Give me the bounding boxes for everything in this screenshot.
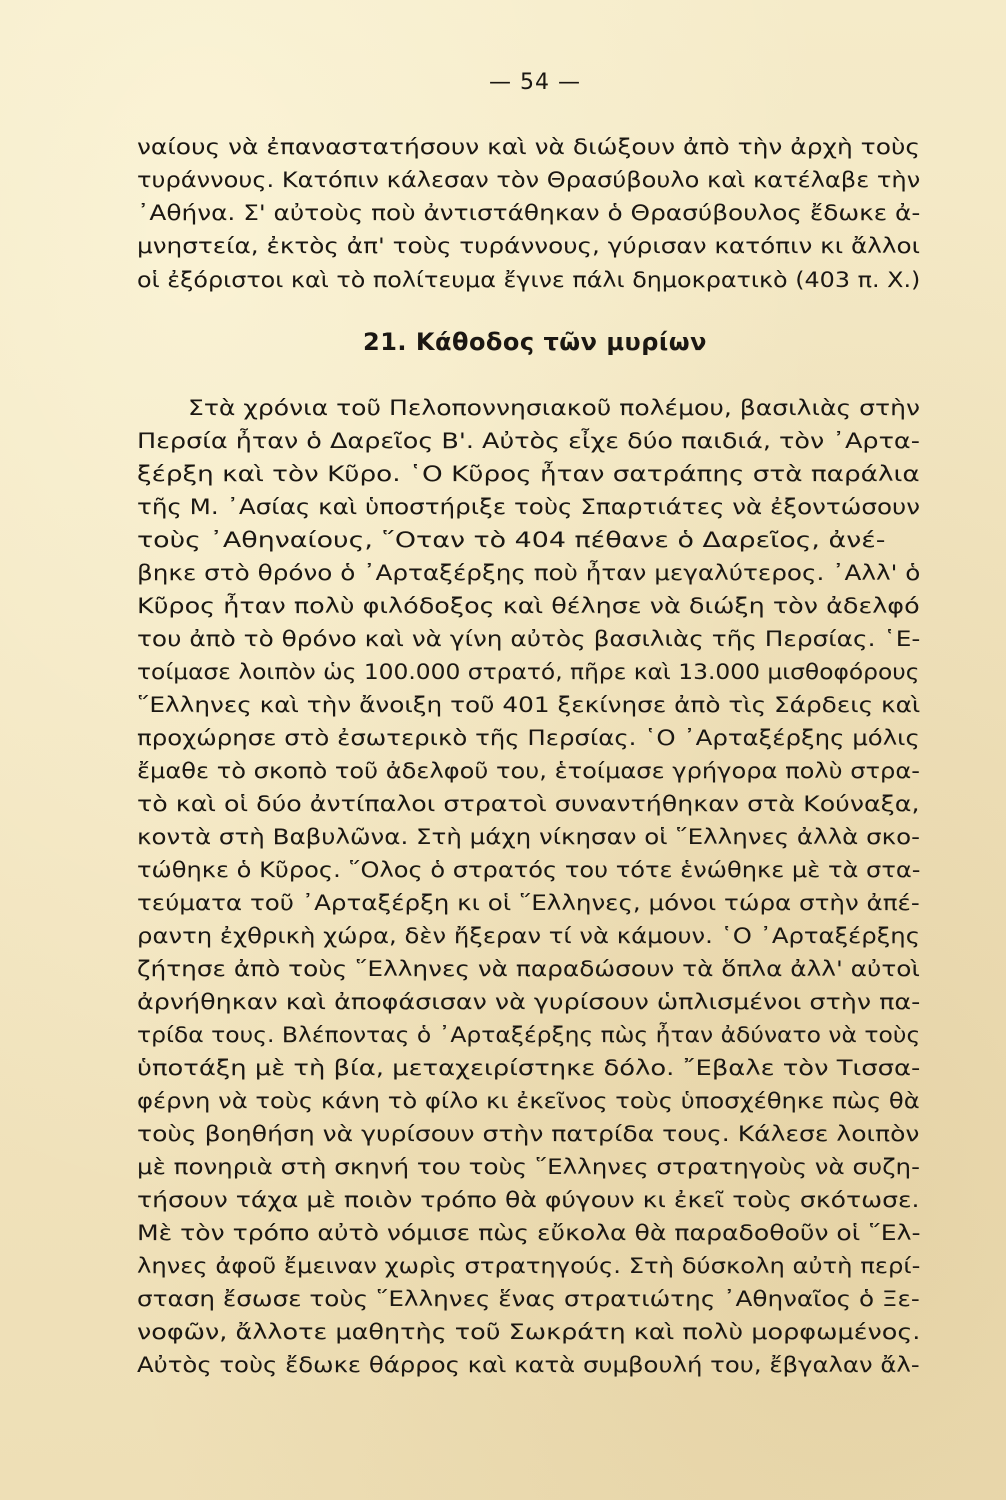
text-line: τοίμασε λοιπὸν ὡς 100.000 στρατό, πῆρε καὶ 13.000 μισθοφόρους [137, 660, 920, 685]
text-line: μνηστεία, ἐκτὸς ἀπ' τοὺς τυράννους, γύρισαν κατόπιν κι ἄλλοι [137, 234, 920, 259]
text-line: ῞Ελληνες καὶ τὴν ἄνοιξη τοῦ 401 ξεκίνησε ἀπὸ τὶς Σάρδεις καὶ [137, 693, 921, 718]
text-line: τοὺς βοηθήση νὰ γυρίσουν στὴν πατρίδα τους. Κάλεσε λοιπὸν [137, 1122, 920, 1147]
text-line: τήσουν τάχα μὲ ποιὸν τρόπο θὰ φύγουν κι ἐκεῖ τοὺς σκότωσε. [137, 1188, 920, 1213]
text-line: ναίους νὰ ἐπαναστατήσουν καὶ νὰ διώξουν ἀπὸ τὴν ἀρχὴ τοὺς [137, 135, 921, 160]
text-line: μὲ πονηριὰ στὴ σκηνή του τοὺς ῞Ελληνες στρατηγοὺς νὰ συζη- [137, 1155, 920, 1180]
page-number: — 54 — [489, 70, 581, 95]
text-line: τοὺς ᾿Αθηναίους, ῞Οταν τὸ 404 πέθανε ὁ Δαρεῖος, ἀνέ- [137, 528, 886, 553]
text-line: του ἀπὸ τὸ θρόνο καὶ νὰ γίνη αὐτὸς βασιλιὰς τῆς Περσίας. ῾Ε- [137, 627, 921, 652]
text-line: τυράννους. Κατόπιν κάλεσαν τὸν Θρασύβουλο καὶ κατέλαβε τὴν [137, 168, 921, 193]
text-line: τῆς Μ. ᾿Ασίας καὶ ὑποστήριξε τοὺς Σπαρτιάτες νὰ ἐξοντώσουν [137, 495, 921, 520]
text-line: σταση ἔσωσε τοὺς ῞Ελληνες ἕνας στρατιώτης ᾿Αθηναῖος ὁ Ξε- [137, 1287, 920, 1312]
text-line: βηκε στὸ θρόνο ὁ ᾿Αρταξέρξης ποὺ ἦταν μεγαλύτερος. ᾿Αλλ' ὁ [137, 561, 921, 586]
text-line: ἔμαθε τὸ σκοπὸ τοῦ ἀδελφοῦ του, ἑτοίμασε γρήγορα πολὺ στρα- [137, 759, 920, 784]
text-line: Κῦρος ἦταν πολὺ φιλόδοξος καὶ θέλησε νὰ διώξη τὸν ἀδελφό [137, 594, 920, 619]
text-line: ᾿Αθήνα. Σ' αὐτοὺς ποὺ ἀντιστάθηκαν ὁ Θρασύβουλος ἔδωκε ἀ- [137, 201, 921, 226]
text-line: Στὰ χρόνια τοῦ Πελοποννησιακοῦ πολέμου, βασιλιὰς στὴν [188, 396, 921, 421]
text-line: τρίδα τους. Βλέποντας ὁ ᾿Αρταξέρξης πὼς ἦταν ἀδύνατο νὰ τοὺς [137, 1023, 921, 1048]
text-line: ξέρξη καὶ τὸν Κῦρο. ῾Ο Κῦρος ἦταν σατράπης στὰ παράλια [137, 462, 920, 487]
text-line: νοφῶν, ἄλλοτε μαθητὴς τοῦ Σωκράτη καὶ πολὺ μορφωμένος. [137, 1320, 921, 1345]
text-line: Περσία ἦταν ὁ Δαρεῖος Β'. Αὐτὸς εἶχε δύο παιδιά, τὸν ᾿Αρτα- [137, 429, 920, 454]
text-line: τώθηκε ὁ Κῦρος. ῞Ολος ὁ στρατός του τότε ἑνώθηκε μὲ τὰ στα- [137, 858, 921, 883]
text-line: ἀρνήθηκαν καὶ ἀποφάσισαν νὰ γυρίσουν ὡπλισμένοι στὴν πα- [137, 990, 921, 1015]
text-line: προχώρησε στὸ ἐσωτερικὸ τῆς Περσίας. ῾Ο ᾿Αρταξέρξης μόλις [137, 726, 920, 751]
text-line: Αὐτὸς τοὺς ἔδωκε θάρρος καὶ κατὰ συμβουλή του, ἔβγαλαν ἄλ- [137, 1353, 920, 1378]
section-heading: 21. Κάθοδος τῶν μυρίων [363, 328, 707, 356]
text-line: ὑποτάξη μὲ τὴ βία, μεταχειρίστηκε δόλο. ῎Εβαλε τὸν Τισσα- [137, 1056, 921, 1081]
text-line: φέρνη νὰ τοὺς κάνη τὸ φίλο κι ἐκεῖνος τοὺς ὑποσχέθηκε πὼς θὰ [137, 1089, 920, 1114]
text-line: οἱ ἐξόριστοι καὶ τὸ πολίτευμα ἔγινε πάλι δημοκρατικὸ (403 π. Χ.) [137, 268, 921, 293]
text-line: ραντη ἐχθρικὴ χώρα, δὲν ἤξεραν τί νὰ κάμουν. ῾Ο ᾿Αρταξέρξης [137, 924, 920, 949]
text-line: τεύματα τοῦ ᾿Αρταξέρξη κι οἱ ῞Ελληνες, μόνοι τώρα στὴν ἀπέ- [137, 891, 920, 916]
text-line: τὸ καὶ οἱ δύο ἀντίπαλοι στρατοὶ συναντήθηκαν στὰ Κούναξα, [137, 792, 920, 817]
text-line: Μὲ τὸν τρόπο αὐτὸ νόμισε πὼς εὔκολα θὰ παραδοθοῦν οἱ ῞Ελ- [137, 1221, 921, 1246]
text-line: κοντὰ στὴ Βαβυλῶνα. Στὴ μάχη νίκησαν οἱ ῞Ελληνες ἀλλὰ σκο- [137, 825, 921, 850]
text-line: ληνες ἀφοῦ ἔμειναν χωρὶς στρατηγούς. Στὴ δύσκολη αὐτὴ περί- [137, 1254, 921, 1279]
text-line: ζήτησε ἀπὸ τοὺς ῞Ελληνες νὰ παραδώσουν τὰ ὅπλα ἀλλ' αὐτοὶ [137, 957, 920, 982]
